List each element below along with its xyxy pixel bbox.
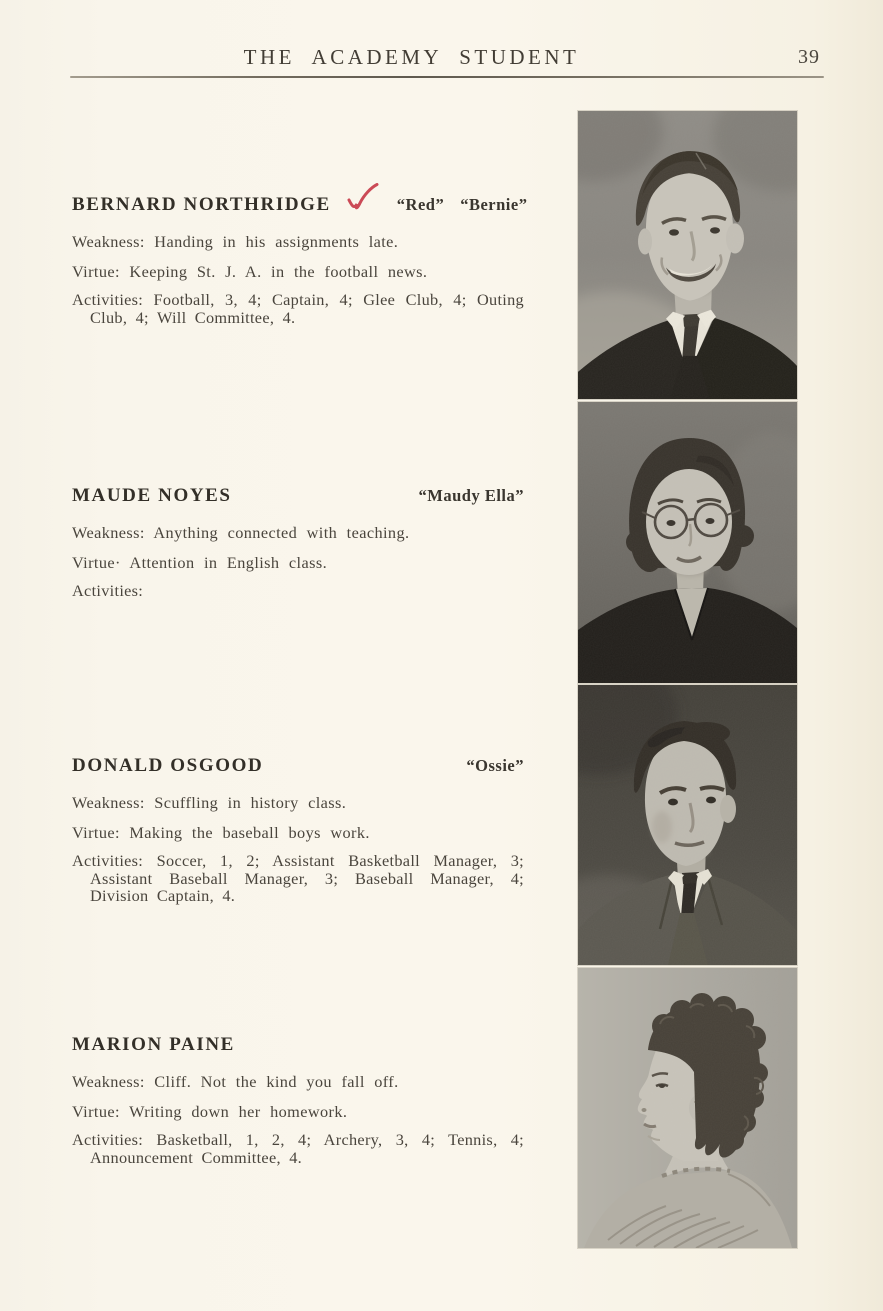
- page-title: THE ACADEMY STUDENT: [243, 45, 580, 69]
- nickname-label: “Ossie”: [466, 756, 524, 775]
- nickname-label: “Red”: [396, 195, 445, 214]
- student-name-row: [72, 193, 528, 217]
- student-entry-maude-noyes: [72, 484, 524, 600]
- student-name-row: [72, 1033, 524, 1057]
- nickname-label: “Maudy Ella”: [418, 486, 524, 505]
- virtue-line: Virtue: Keeping St. J. A. in the football news.: [72, 262, 428, 281]
- student-entry-marion-paine: [72, 1033, 524, 1166]
- portrait-photo-marion-paine: [578, 968, 797, 1248]
- activities-line: Activities: Soccer, 1, 2; Assistant Basketball Manager, 3; Assistant Baseball Manager, 3; Baseball Manager, 4; Division Captain, 4.: [72, 851, 524, 906]
- student-name-row: [72, 754, 524, 778]
- virtue-line: Virtue: Making the baseball boys work.: [72, 823, 370, 842]
- activities-line: Activities: Football, 3, 4; Captain, 4; Glee Club, 4; Outing Club, 4; Will Committee, 4.: [72, 290, 524, 327]
- student-name: DONALD OSGOOD: [72, 755, 264, 776]
- student-name-row: [72, 484, 524, 508]
- weakness-line: Weakness: Scuffling in history class.: [72, 793, 347, 812]
- student-name: MARION PAINE: [72, 1034, 235, 1055]
- weakness-line: Weakness: Anything connected with teaching.: [72, 523, 410, 542]
- header-rule: [70, 76, 824, 78]
- portrait-photo-bernard-northridge: [578, 111, 797, 399]
- virtue-line: Virtue: Writing down her homework.: [72, 1102, 348, 1121]
- page-number: 39: [798, 46, 820, 68]
- activities-line: Activities: Basketball, 1, 2, 4; Archery, 3, 4; Tennis, 4; Announcement Committee, 4.: [72, 1130, 524, 1167]
- portrait-photo-maude-noyes: [578, 402, 797, 683]
- red-checkmark-icon: [345, 183, 381, 221]
- weakness-line: Weakness: Handing in his assignments late.: [72, 232, 399, 251]
- nickname-label: “Bernie”: [460, 195, 528, 214]
- student-name: BERNARD NORTHRIDGE: [72, 194, 331, 215]
- student-name: MAUDE NOYES: [72, 485, 232, 506]
- student-entry-donald-osgood: [72, 754, 524, 905]
- activities-line: Activities:: [72, 581, 144, 600]
- student-entry-bernard-northridge: [72, 193, 528, 327]
- portrait-photo-donald-osgood: [578, 685, 797, 965]
- virtue-line: Virtue· Attention in English class.: [72, 553, 328, 572]
- weakness-line: Weakness: Cliff. Not the kind you fall off.: [72, 1072, 399, 1091]
